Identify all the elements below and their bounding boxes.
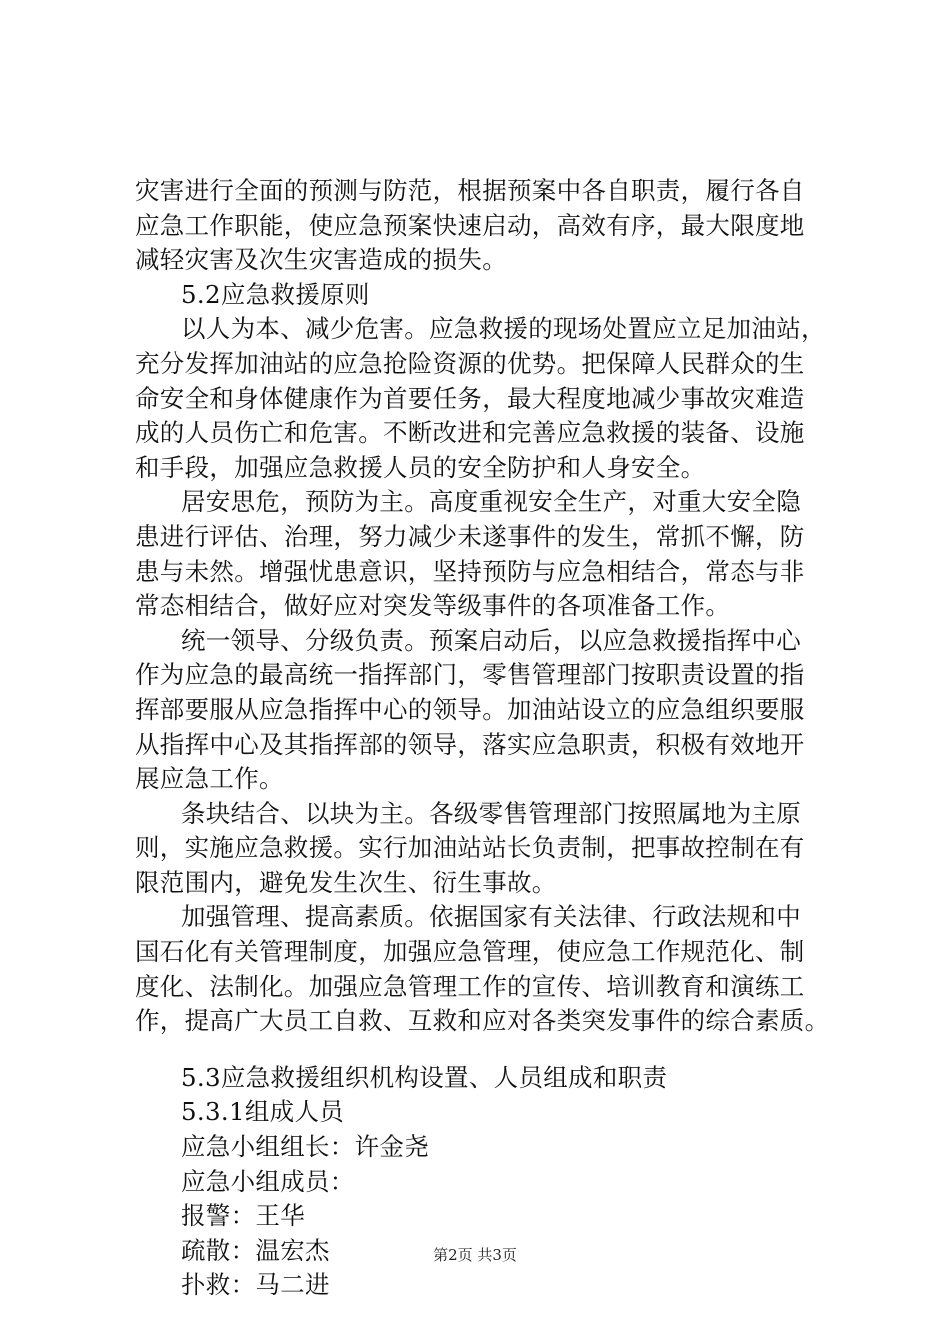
text-line: 限范围内，避免发生次生、衍生事故。	[135, 867, 557, 897]
paragraph-first-line: 条块结合、以块为主。各级零售管理部门按照属地为主原	[181, 798, 801, 828]
section-heading-5-3: 5.3应急救援组织机构设置、人员组成和职责	[181, 1062, 668, 1092]
section-heading-5-2: 5.2应急救援原则	[181, 279, 370, 309]
paragraph-first-line: 居安思危，预防为主。高度重视安全生产，对重大安全隐	[181, 487, 801, 517]
text-line: 度化、法制化。加强应急管理工作的宣传、培训教育和演练工	[135, 971, 805, 1001]
page-footer: 第2页 共3页	[433, 1246, 517, 1264]
text-line: 应急工作职能，使应急预案快速启动，高效有序，最大限度地	[135, 210, 805, 240]
roster-evacuation: 疏散：温宏杰	[181, 1235, 330, 1265]
text-line: 则，实施应急救援。实行加油站站长负责制，把事故控制在有	[135, 833, 805, 863]
paragraph-first-line: 以人为本、减少危害。应急救援的现场处置应立足加油站，	[181, 314, 826, 344]
text-line: 国石化有关管理制度，加强应急管理，使应急工作规范化、制	[135, 937, 805, 967]
paragraph-gap	[135, 1039, 825, 1061]
text-line: 常态相结合，做好应对突发等级事件的各项准备工作。	[135, 591, 731, 621]
roster-alarm: 报警：王华	[181, 1201, 305, 1231]
text-line: 成的人员伤亡和危害。不断改进和完善应急救援的装备、设施	[135, 418, 805, 448]
text-line: 展应急工作。	[135, 764, 284, 794]
document-body	[135, 174, 830, 1303]
text-line: 患与未然。增强忧患意识，坚持预防与应急相结合，常态与非	[135, 556, 805, 586]
roster-leader: 应急小组组长：许金尧	[181, 1132, 429, 1162]
section-heading-5-3-1: 5.3.1组成人员	[181, 1097, 345, 1127]
paragraph-first-line: 加强管理、提高素质。依据国家有关法律、行政法规和中	[181, 902, 801, 932]
text-line: 减轻灾害及次生灾害造成的损失。	[135, 245, 507, 275]
paragraph-first-line: 统一领导、分级负责。预案启动后，以应急救援指挥中心	[181, 625, 801, 655]
text-line: 作为应急的最高统一指挥部门，零售管理部门按职责设置的指	[135, 660, 805, 690]
text-line: 和手段，加强应急救援人员的安全防护和人身安全。	[135, 452, 706, 482]
text-line: 充分发挥加油站的应急抢险资源的优势。把保障人民群众的生	[135, 348, 805, 378]
roster-firefighting: 扑救：马二进	[181, 1270, 330, 1300]
text-line: 挥部要服从应急指挥中心的领导。加油站设立的应急组织要服	[135, 694, 805, 724]
text-line: 灾害进行全面的预测与防范，根据预案中各自职责，履行各自	[135, 176, 805, 205]
text-line: 命安全和身体健康作为首要任务，最大程度地减少事故灾难造	[135, 383, 805, 413]
roster-members-label: 应急小组成员：	[181, 1166, 355, 1196]
text-line: 作，提高广大员工自救、互救和应对各类突发事件的综合素质。	[135, 1006, 830, 1036]
text-line: 从指挥中心及其指挥部的领导，落实应急职责，积极有效地开	[135, 729, 805, 759]
text-line: 患进行评估、治理，努力减少未遂事件的发生，常抓不懈，防	[135, 521, 805, 551]
